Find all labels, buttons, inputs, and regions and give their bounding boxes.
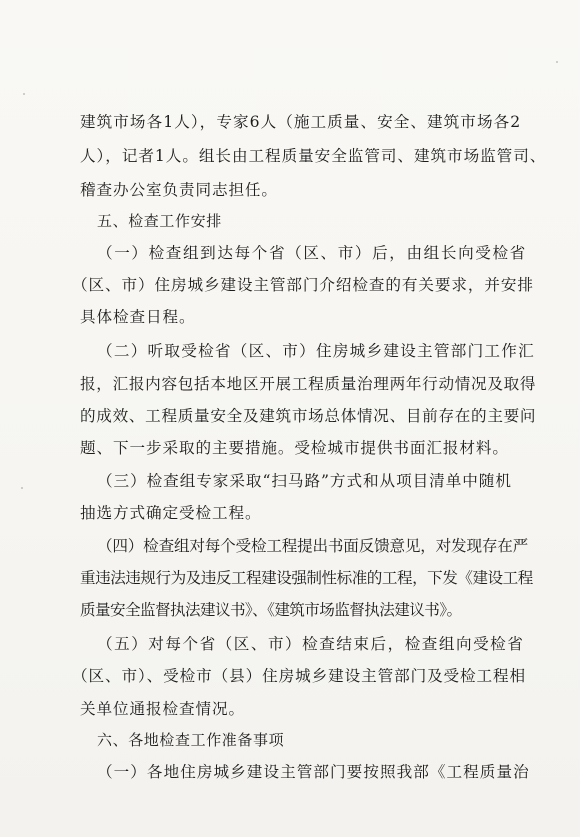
text-line-13: 抽选方式确定受检工程。 — [80, 504, 262, 522]
text-line-12: （三）检查组专家采取“扫马路”方式和从项目清单中随机 — [97, 472, 512, 490]
section-heading-6: 六、各地检查工作准备事项 — [97, 731, 285, 749]
text-line-16: 质量安全监督执法建议书》、《建筑市场监督执法建议书》。 — [80, 601, 462, 619]
text-line-5: （一）检查组到达每个省（区、市）后，由组长向受检省 — [97, 244, 527, 262]
scan-speck — [556, 61, 558, 63]
text-line-9: 报，汇报内容包括本地区开展工程质量治理两年行动情况及取得 — [80, 375, 537, 393]
text-line-17: （五）对每个省（区、市）检查结束后，检查组向受检省 — [97, 635, 525, 653]
text-line-21: （一）各地住房城乡建设主管部门要按照我部《工程质量治 — [97, 763, 530, 781]
scan-speck — [23, 93, 25, 95]
text-line-19: 关单位通报检查情况。 — [80, 700, 245, 718]
text-line-11: 题、下一步采取的主要措施。受检城市提供书面汇报材料。 — [80, 439, 509, 457]
text-line-2: 人），记者1人。组长由工程质量安全监管司、建筑市场监管司、 — [80, 147, 547, 165]
text-line-8: （二）听取受检省（区、市）住房城乡建设主管部门工作汇 — [97, 342, 535, 360]
scan-speck — [21, 487, 23, 489]
text-line-15: 重违法违规行为及违反工程建设强制性标准的工程，下发《建设工程 — [80, 569, 533, 587]
text-line-18: （区、市）、受检市（县）住房城乡建设主管部门及受检工程相 — [72, 667, 527, 685]
text-line-7: 具体检查日程。 — [80, 308, 196, 326]
text-line-3: 稽查办公室负责同志担任。 — [80, 181, 278, 199]
text-line-10: 的成效、工程质量安全及建筑市场总体情况、目前存在的主要问 — [80, 407, 537, 425]
text-line-1: 建筑市场各1人），专家6人（施工质量、安全、建筑市场各2 — [80, 113, 522, 131]
text-line-6: （区、市）住房城乡建设主管部门介绍检查的有关要求，并安排 — [72, 276, 534, 294]
section-heading-5: 五、检查工作安排 — [97, 212, 222, 230]
text-line-14: （四）检查组对每个受检工程提出书面反馈意见，对发现存在严 — [97, 537, 529, 555]
